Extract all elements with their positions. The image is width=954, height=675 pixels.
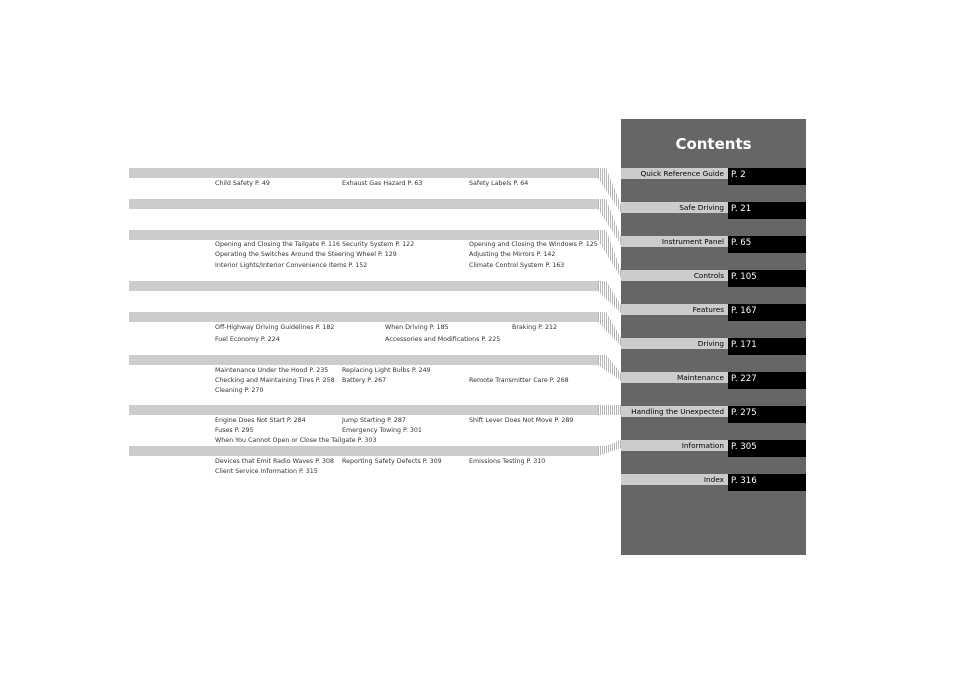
tab-label: Driving — [621, 338, 728, 349]
tab-label: Safe Driving — [621, 202, 728, 213]
link-jump-starting[interactable]: Jump Starting P. 287 — [342, 417, 406, 424]
tab-page: P. 227 — [728, 372, 806, 389]
link-accessories[interactable]: Accessories and Modifications P. 225 — [385, 336, 501, 343]
connector-information — [598, 440, 621, 456]
link-when-driving[interactable]: When Driving P. 185 — [385, 324, 449, 331]
contents-title: Contents — [675, 135, 752, 153]
link-security-system[interactable]: Security System P. 122 — [342, 241, 415, 248]
link-remote-transmitter[interactable]: Remote Transmitter Care P. 268 — [469, 377, 569, 384]
tab-page: P. 171 — [728, 338, 806, 355]
tab-label: Instrument Panel — [621, 236, 728, 247]
link-mirrors[interactable]: Adjusting the Mirrors P. 142 — [469, 251, 556, 258]
link-light-bulbs[interactable]: Replacing Light Bulbs P. 249 — [342, 367, 431, 374]
tab-driving[interactable] — [621, 338, 806, 355]
link-exhaust-gas-hazard[interactable]: Exhaust Gas Hazard P. 63 — [342, 180, 423, 187]
tab-safe-driving[interactable] — [621, 202, 806, 219]
tab-controls[interactable] — [621, 270, 806, 287]
link-safety-labels[interactable]: Safety Labels P. 64 — [469, 180, 529, 187]
tab-label: Maintenance — [621, 372, 728, 383]
connector-driving — [598, 312, 621, 346]
tab-page: P. 167 — [728, 304, 806, 321]
tab-page: P. 305 — [728, 440, 806, 457]
link-climate-control[interactable]: Climate Control System P. 163 — [469, 262, 565, 269]
link-braking[interactable]: Braking P. 212 — [512, 324, 557, 331]
link-windows[interactable]: Opening and Closing the Windows P. 125 — [469, 241, 598, 248]
connector-maintenance — [598, 355, 621, 381]
tab-page: P. 316 — [728, 474, 806, 491]
tab-page: P. 105 — [728, 270, 806, 287]
link-fuses[interactable]: Fuses P. 295 — [215, 427, 254, 434]
section-bar-safe-driving — [129, 168, 598, 178]
link-safety-defects[interactable]: Reporting Safety Defects P. 309 — [342, 458, 442, 465]
link-tires[interactable]: Checking and Maintaining Tires P. 258 — [215, 377, 335, 384]
section-bar-features — [129, 281, 598, 291]
tab-label: Handling the Unexpected — [621, 406, 728, 417]
tab-label: Information — [621, 440, 728, 451]
section-bar-driving — [129, 312, 598, 322]
link-client-service[interactable]: Client Service Information P. 315 — [215, 468, 318, 475]
section-bar-handling — [129, 405, 598, 415]
link-under-hood[interactable]: Maintenance Under the Hood P. 235 — [215, 367, 329, 374]
section-bar-maintenance — [129, 355, 598, 365]
section-bar-information — [129, 446, 598, 456]
tab-information[interactable] — [621, 440, 806, 457]
link-child-safety[interactable]: Child Safety P. 49 — [215, 180, 270, 187]
link-fuel-economy[interactable]: Fuel Economy P. 224 — [215, 336, 280, 343]
link-steering-switches[interactable]: Operating the Switches Around the Steering Wheel P. 129 — [215, 251, 397, 258]
link-tailgate-cannot-open[interactable]: When You Cannot Open or Close the Tailgate P. 303 — [215, 437, 377, 444]
link-emergency-towing[interactable]: Emergency Towing P. 301 — [342, 427, 422, 434]
tab-page: P. 21 — [728, 202, 806, 219]
tab-label: Quick Reference Guide — [621, 168, 728, 179]
tab-page: P. 275 — [728, 406, 806, 423]
tab-label: Features — [621, 304, 728, 315]
tab-instrument-panel[interactable] — [621, 236, 806, 253]
link-off-highway[interactable]: Off-Highway Driving Guidelines P. 182 — [215, 324, 335, 331]
section-bar-controls — [129, 230, 598, 240]
link-cleaning[interactable]: Cleaning P. 270 — [215, 387, 264, 394]
tab-maintenance[interactable] — [621, 372, 806, 389]
tab-label: Index — [621, 474, 728, 485]
connector-handling — [598, 405, 621, 415]
connector-features — [598, 281, 621, 313]
tab-features[interactable] — [621, 304, 806, 321]
link-tailgate[interactable]: Opening and Closing the Tailgate P. 116 — [215, 241, 340, 248]
link-shift-lever[interactable]: Shift Lever Does Not Move P. 289 — [469, 417, 574, 424]
link-radio-waves[interactable]: Devices that Emit Radio Waves P. 308 — [215, 458, 335, 465]
tab-page: P. 65 — [728, 236, 806, 253]
tab-index[interactable] — [621, 474, 806, 491]
link-engine-not-start[interactable]: Engine Does Not Start P. 284 — [215, 417, 306, 424]
tab-quick-reference-guide[interactable] — [621, 168, 806, 185]
tab-handling-the-unexpected[interactable] — [621, 406, 806, 423]
link-battery[interactable]: Battery P. 267 — [342, 377, 387, 384]
link-interior-lights[interactable]: Interior Lights/Interior Convenience Items P. 152 — [215, 262, 368, 269]
section-bar-instrument-panel — [129, 199, 598, 209]
link-emissions-testing[interactable]: Emissions Testing P. 310 — [469, 458, 546, 465]
tab-label: Controls — [621, 270, 728, 281]
tab-page: P. 2 — [728, 168, 806, 185]
